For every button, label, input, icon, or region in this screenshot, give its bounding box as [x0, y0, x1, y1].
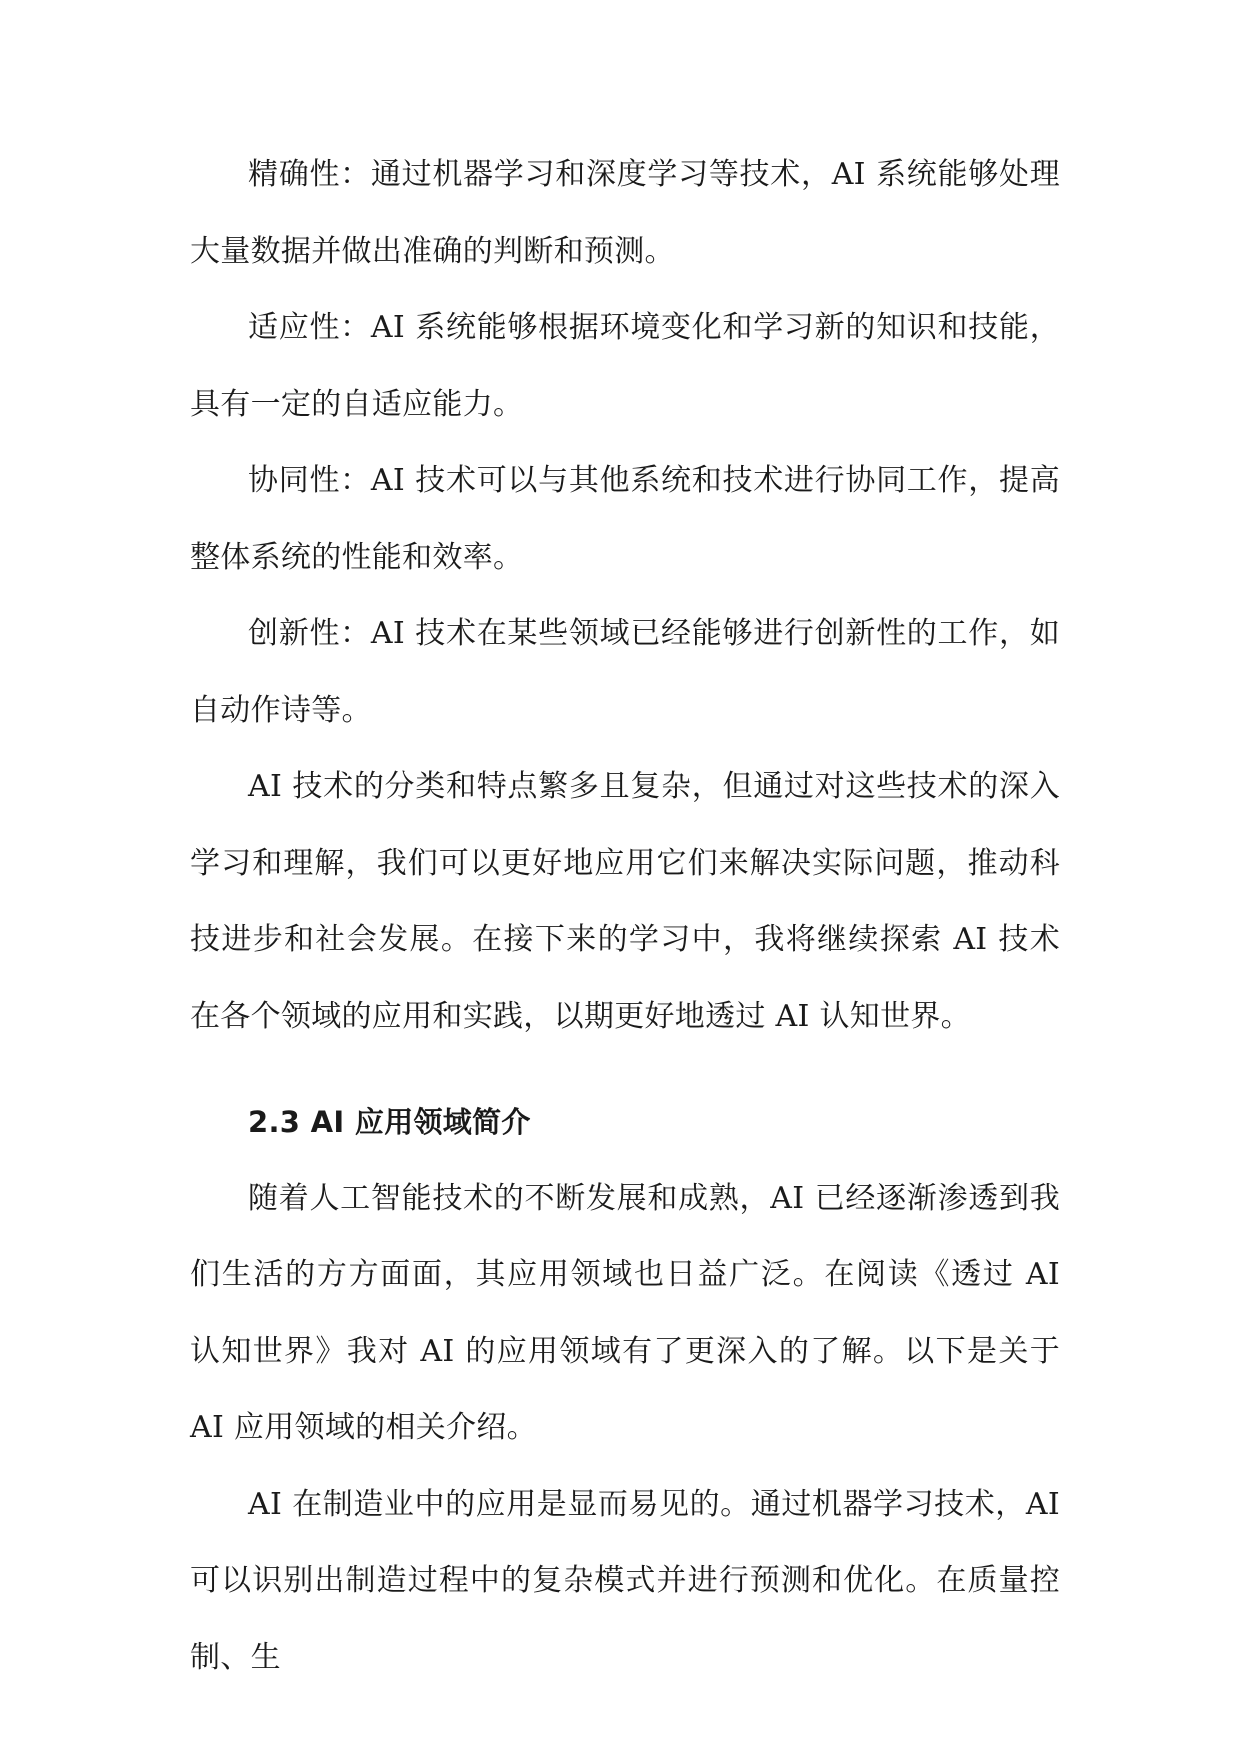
paragraph-collaboration: 协同性：AI 技术可以与其他系统和技术进行协同工作，提高整体系统的性能和效率。	[190, 463, 1060, 575]
paragraph-innovation: 创新性：AI 技术在某些领域已经能够进行创新性的工作，如自动作诗等。	[190, 616, 1060, 728]
paragraph-adaptability: 适应性：AI 系统能够根据环境变化和学习新的知识和技能，具有一定的自适应能力。	[190, 310, 1060, 422]
paragraph-manufacturing: AI 在制造业中的应用是显而易见的。通过机器学习技术，AI 可以识别出制造过程中的复杂模式并进行预测和优化。在质量控制、生	[190, 1486, 1060, 1675]
paragraph-precision: 精确性：通过机器学习和深度学习等技术，AI 系统能够处理大量数据并做出准确的判断和预测。	[190, 157, 1060, 269]
section-heading: 2.3 AI 应用领域简介	[248, 1105, 531, 1139]
document-page	[190, 137, 1060, 1696]
paragraph-summary: AI 技术的分类和特点繁多且复杂，但通过对这些技术的深入学习和理解，我们可以更好地应用它们来解决实际问题，推动科技进步和社会发展。在接下来的学习中，我将继续探索 AI 技术在各个领域的应用和实践，以期更好地透过 AI 认知世界。	[190, 769, 1060, 1034]
paragraph-ai-applications-intro: 随着人工智能技术的不断发展和成熟，AI 已经逐渐渗透到我们生活的方方面面，其应用领域也日益广泛。在阅读《透过 AI 认知世界》我对 AI 的应用领域有了更深入的了解。以下是关于 AI 应用领域的相关介绍。	[190, 1180, 1060, 1445]
